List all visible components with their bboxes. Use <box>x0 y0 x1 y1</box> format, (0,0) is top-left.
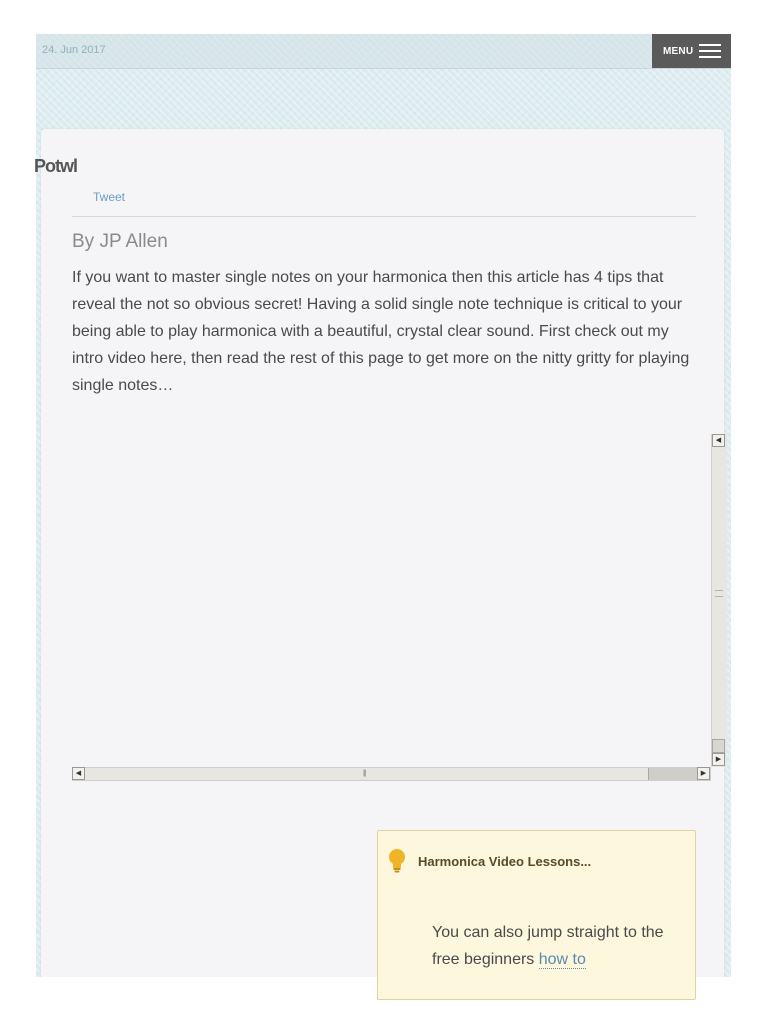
scroll-right-button[interactable] <box>697 767 710 780</box>
divider <box>72 216 696 217</box>
intro-paragraph: If you want to master single notes on your harmonica then this article has 4 tips that reveal the not so obvious secret! Having a solid single note technique is critical to your being able to play harmonica with a beautiful, crystal clear sound. First check out my intro video here, then read the rest of this page to get more on the nitty gritty for playing single notes… <box>72 269 690 394</box>
header-bar <box>36 34 731 69</box>
video-embed[interactable] <box>72 434 726 782</box>
vertical-scroll-thumb[interactable] <box>712 739 725 753</box>
lightbulb-icon <box>388 849 406 873</box>
tip-text-body: You can also jump straight to the free beginners <box>432 924 664 968</box>
page-title: Potwl <box>34 156 77 176</box>
scroll-grip-icon <box>715 590 723 597</box>
tip-title: Harmonica Video Lessons... <box>418 854 592 869</box>
vertical-scrollbar[interactable] <box>711 434 727 767</box>
how-to-link[interactable]: how to <box>538 951 586 968</box>
post-date: 24. Jun 2017 <box>42 44 106 56</box>
menu-button[interactable] <box>652 34 731 68</box>
author-byline: By JP Allen <box>72 231 168 252</box>
scroll-down-button[interactable] <box>712 753 725 766</box>
scroll-left-arrow-icon: ◀ <box>715 437 722 444</box>
horizontal-scrollbar[interactable] <box>72 767 711 781</box>
tweet-link[interactable]: Tweet <box>93 190 126 204</box>
scroll-right-arrow-icon: ▶ <box>715 756 722 763</box>
right-arrow-icon: ▶ <box>700 770 707 777</box>
left-arrow-icon: ◀ <box>75 770 82 777</box>
tip-box <box>377 830 696 1000</box>
scroll-left-button[interactable] <box>72 767 85 780</box>
tip-text <box>432 919 682 973</box>
horizontal-grip-icon: ||| <box>363 770 366 777</box>
hamburger-icon <box>699 44 721 58</box>
menu-label: MENU <box>663 46 694 57</box>
horizontal-scroll-thumb[interactable] <box>648 768 699 780</box>
scroll-up-button[interactable] <box>712 434 725 447</box>
